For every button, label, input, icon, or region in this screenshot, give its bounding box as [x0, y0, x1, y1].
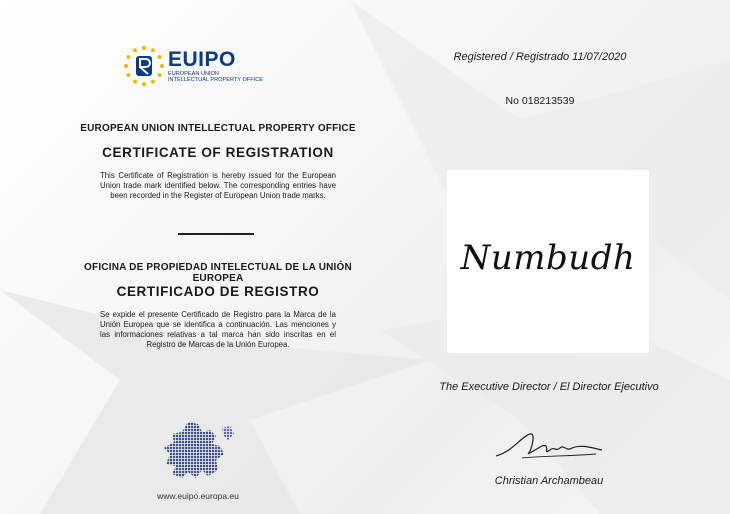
logo-subtitle — [168, 71, 288, 84]
trade-mark-representation — [447, 170, 649, 353]
logo-brand-text: EUIPO — [168, 48, 236, 71]
website-url: www.euipo.europa.eu — [157, 491, 239, 501]
office-name-spanish: OFICINA DE PROPIEDAD INTELECTUAL DE LA UNIÓN EUROPEA — [84, 262, 352, 284]
certificate-title-spanish: CERTIFICADO DE REGISTRO — [116, 284, 320, 299]
signatory-role: The Executive Director / El Director Ejecutivo — [439, 381, 659, 393]
certificate-body-spanish: Se expide el presente Certificado de Registro para la Marca de la Unión Europea que se identifica a continuación. Las menciones y las informaciones relativas a tal marca han sido inscritas en el Registro de Marcas de la Unión Europea. — [100, 310, 336, 349]
certificate-title-english: CERTIFICATE OF REGISTRATION — [102, 145, 334, 160]
logo-subtitle-line1: EUROPEAN UNION — [168, 71, 219, 77]
office-name-english: EUROPEAN UNION INTELLECTUAL PROPERTY OFFICE — [80, 123, 356, 134]
euipo-logo — [122, 44, 272, 88]
eu-stars-logo-icon — [122, 44, 166, 88]
trade-mark-text: Numbudh — [460, 238, 636, 278]
handwritten-signature — [492, 426, 604, 462]
registration-number: No 018213539 — [505, 95, 575, 107]
europe-map-icon — [158, 420, 238, 482]
certificate-body-english: This Certificate of Registration is hereby issued for the European Union trade mark identified below. The corresponding entries have been recorded in the Register of European Union trade marks. — [100, 171, 336, 200]
section-divider — [178, 233, 254, 235]
logo-subtitle-line2: INTELLECTUAL PROPERTY OFFICE — [168, 77, 264, 84]
registration-date: Registered / Registrado 11/07/2020 — [453, 51, 627, 63]
signatory-name: Christian Archambeau — [494, 475, 604, 487]
